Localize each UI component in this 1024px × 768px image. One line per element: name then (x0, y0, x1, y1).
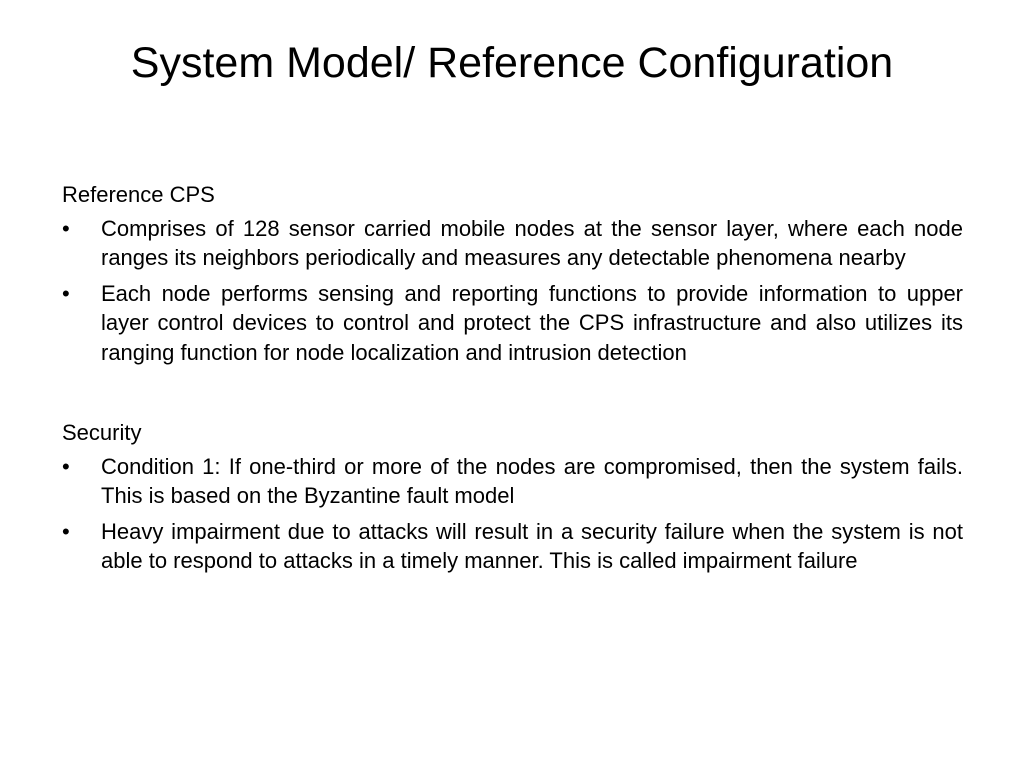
bullet-item (62, 279, 963, 368)
slide-body (62, 180, 963, 582)
bullet-list (62, 214, 963, 368)
bullet-icon: • (62, 453, 70, 479)
bullet-item (62, 517, 963, 576)
bullet-list (62, 452, 963, 576)
bullet-icon: • (62, 215, 70, 241)
section-reference-cps (62, 180, 963, 367)
section-heading: Security (62, 420, 142, 445)
slide-title: System Model/ Reference Configuration (130, 39, 894, 87)
bullet-text: Comprises of 128 sensor carried mobile nodes at the sensor layer, where each node ranges its neighbors periodically and measures any detectable phenomena nearby (101, 215, 963, 270)
section-heading: Reference CPS (62, 182, 215, 207)
bullet-item (62, 214, 963, 273)
bullet-text: Each node performs sensing and reporting functions to provide information to upper layer control devices to control and protect the CPS infrastructure and also utilizes its ranging function for node localization and intrusion detection (101, 280, 963, 365)
bullet-item (62, 452, 963, 511)
section-spacer (62, 373, 963, 418)
section-security (62, 418, 963, 576)
bullet-icon: • (62, 280, 70, 306)
bullet-icon: • (62, 518, 70, 544)
bullet-text: Condition 1: If one-third or more of the nodes are compromised, then the system fails. This is based on the Byzantine fault model (101, 453, 963, 508)
bullet-text: Heavy impairment due to attacks will result in a security failure when the system is not able to respond to attacks in a timely manner. This is called impairment failure (101, 518, 963, 573)
